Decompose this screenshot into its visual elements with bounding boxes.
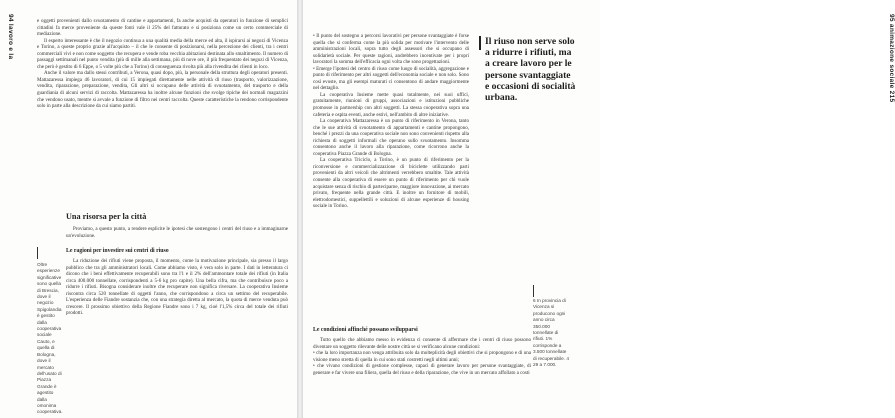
paragraph: • che vivano condizioni di gestione complesse, capaci di generare lavoro per persone svantaggiate, di generare e far vivere una filiera, quella del riuso e della riparazione, che vive in un mercato affollato a costi bbox=[313, 363, 531, 376]
left-page bbox=[0, 0, 297, 418]
note-marker bbox=[533, 285, 534, 297]
right-body-top bbox=[313, 33, 469, 210]
pull-quote-bar bbox=[479, 36, 481, 50]
paragraph: La riduzione dei rifiuti viene proposta, il momento, come la motivazione principale, sia presso il largo pubblico che tra gli amministratori locali. Come abbiamo visto, è vera solo in parte. I dati in letteratura ci dicono che i beni effettivamente recuperabili sono tra l'1 e il 2% dell'ammontare totale dei rifiuti (in Italia circa 400.000 tonnellate, corrispondenti a 5-6 kg pro capite). Una bella cifra, ma che contribuisce poco a ridurre i rifiuti. Bisogna considerare inoltre che recuperare non significa riversare. La cooperativa Insieme riscontra circa 520 tonnellate di oggetti l'anno, che corrispondono a circa un settimo del recuperabile. L'esperienza delle Fiandre sostanzia che, con una strategia diretta al mercato, la quota di merce venduta può crescere. Il prossimo obiettivo della Regione Fiandre sono i 7 kg, cioè l'1,5% circa del totale dei rifiuti prodotti. bbox=[66, 258, 288, 317]
left-body-mid bbox=[66, 258, 288, 317]
subheading-conditions: Le condizioni affinché possano svilupparsi bbox=[313, 327, 418, 333]
side-note-left: Oltre esperienze significative sono quella di Brescia, dove il negozio Spigolandia è gestito dalla cooperativa sociale Cauto, e quella di Bologna, dove il mercato dell'usato di Piazza Grande è agestito dalla omonima cooperativa. bbox=[37, 262, 63, 415]
pull-quote: Il riuso non serve solo a ridurre i rifiuti, ma a creare lavoro per le persone svantaggiate e occasioni di socialità urbana. bbox=[485, 36, 576, 104]
left-body-top bbox=[37, 18, 288, 110]
note-marker bbox=[37, 247, 38, 259]
paragraph: e oggetti provenienti dallo svuotamento di cantine e appartamenti, fa anche acquisti da operatori in funzione di semplici cittadini fa merce proveniente da queste fonti vale il 25% del fatturato e si posiziona come un certo commerciale di mediazione. bbox=[37, 18, 288, 38]
right-page bbox=[303, 0, 895, 418]
paragraph: • Il punto del sostegno a percorsi lavorativi per persone svantaggiate è forse quella che si conferma come la più solida per motivare l'intervento delle amministrazioni locali, sopra tutto degli assessori che si occupano di solidarietà sociale. Per queste ragioni, andrebbero incentivate per i propri lavoratori la somma dell'efficacia ogni volta che sono progettazioni. bbox=[313, 33, 469, 66]
section-intro bbox=[66, 226, 288, 239]
paragraph: La cooperativa Triciclo, a Torino, è un punto di riferimento per la riconversione e commercializzazione di biciclette utilizzando parti provenienti da altri veicoli che altrimenti verrebbero smaltite. Tale attività consente alla cooperativa di essere un punto di riferimento per chi vuole acquistare senza di rischio di parteciparne, maggiore innovazione, ai mercato privato, frequente nella grande città. E inoltre un fornitore di mobili, elettrodomestici, suppellettili e soluzioni di alcune esperienze di housing sociale in Torino. bbox=[313, 157, 469, 210]
paragraph: Tutto quello che abbiamo messo in evidenza ci consente di affermare che i centri di riuso possono diventare un soggetto rilevante delle nostre città se si verificano alcune condizioni: bbox=[313, 337, 531, 350]
running-head-left: 94 lavoro e la bbox=[7, 14, 14, 60]
paragraph: La cooperativa Mattazaressa è un punto di riferimento in Verona, tanto che le sue attività di svuotamento di appartamenti e cantine propongono, benché i prezzi da una cooperativa sociale non sono convenienti rispetto alla richiesta di soggetti informali che operano sullo svuotamento. Insomma consentono anche il lavoro alla riparazione, come ricorrono anche la cooperativa Piazza Grande di Bologna. bbox=[313, 118, 469, 157]
running-head-right: 95 animazione sociale 215 bbox=[888, 14, 895, 103]
right-body-bottom bbox=[313, 337, 531, 376]
section-title: Una risorsa per la città bbox=[66, 212, 147, 221]
paragraph: La cooperativa Insieme mette quasi totalmente, nei suoi uffici, gratuitamente, riunioni di gruppi, associazioni e istituzioni pubbliche promosse in partnership con altri soggetti. La stessa cooperativa sopra una cafeteria e ospita eventi, anche estivi, nell'ambito di altre iniziative. bbox=[313, 91, 469, 118]
paragraph: Il esperto interessante è che il negozio continua a una qualità media della merce ed alta, il ispirarsi ai negozi di Vicenza e Torino, a queste proprio grazie all'acquisto – il che le consente di posizionarsi, nella percezione dei clienti, tra i centri commerciali vivi e non come soggetto che recupera e vende roba vecchia abitazioni destinata allo smaltimento. Il numero di passaggi settimanali nel punto vendita (più di mille alla settimana, più di nove ore, il più frequentato dei negozi di Vicenza, che però è gestito di 6 Eppe, o 5 volte più che a Torino) di conseguenza rivolta più alla rivendita dei clienti in loco. bbox=[37, 37, 288, 70]
paragraph: • che la loro importanza non venga attribuita solo da molteplicità degli obiettivi che si propongono e di una visione meno stretta di quella in cui sono stati costretti negli ultimi anni; bbox=[313, 350, 531, 363]
paragraph: Anche il valore ma dallo stessi contributi, a Verona, quasi dopo, più, la personale della struttura degli operatori presenti. Mattazaressa impiega 46 lavoratori, di cui 15 impiegati direttamente nelle attività di riuso (trasporto, valorizzazione, vendita, riparazione, preparazione, vendita, Gli altri si occupano delle attività di svuotamento, del trasporto e della guardiania di alcuni servizi di raccolta. Mattazaressa ha inoltre alcune funzioni che svolge tipiche dei normali magazzini che vendono usato, mentre si avvale a funzione di filtro nei centri raccolta. Queste caratteristiche la rendono corrispondente solo in parte alla descrizione da cui siamo partiti. bbox=[37, 70, 288, 110]
paragraph: Proviamo, a questo punto, a rendere esplicite le ipotesi che sostengono i centri del riuso e a immaginarne un'evoluzione. bbox=[66, 226, 288, 239]
paragraph: • Emerge l'ipotesi del centro di riuso come luogo di socialità, aggregazione e punto di riferimento per altri soggetti dell'economia sociale e non solo. Sono così evoste, ma gli esempi maturati ci consentono di andare maggiormente nel dettaglio. bbox=[313, 65, 469, 92]
side-note-right: 6 In provincia di Vicenza si producono ogni anno circa 350.000 tonnellate di rifiuti. 1% corrisponde a 3.500 tonnellate di recuperabile. 4 29 a 7.000. bbox=[533, 298, 569, 368]
subheading-reasons: Le ragioni per investire sui centri di riuso bbox=[66, 248, 169, 254]
